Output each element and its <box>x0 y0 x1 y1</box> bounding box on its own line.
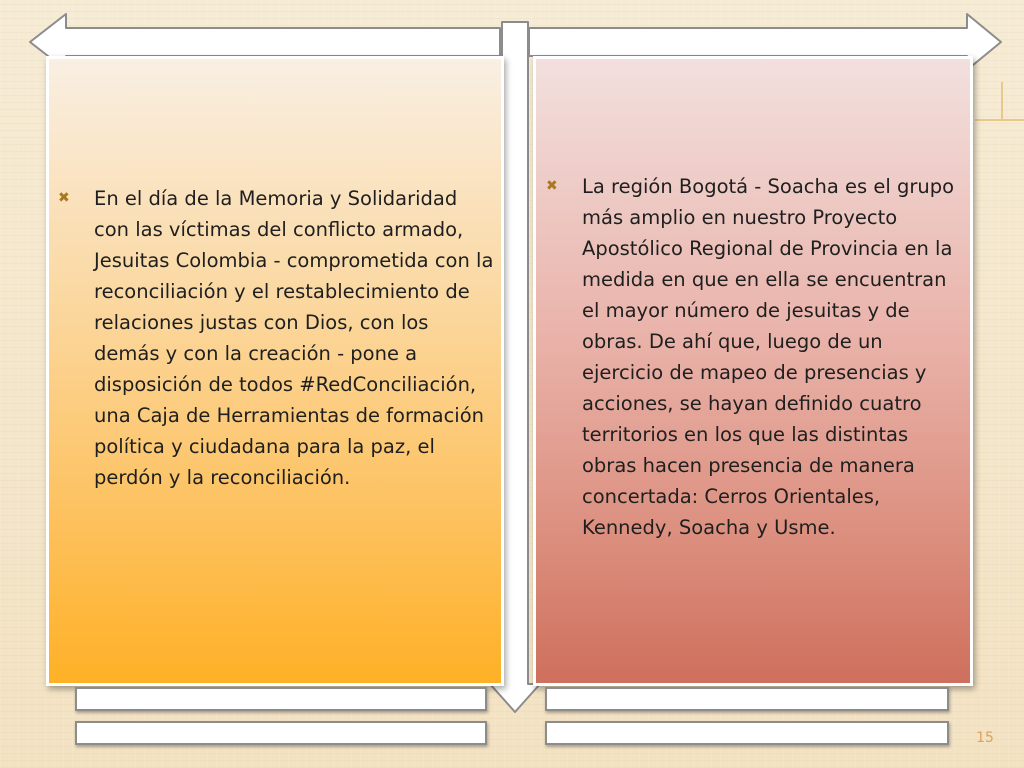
x-bullet-icon: ✖ <box>546 178 558 194</box>
left-panel-text: En el día de la Memoria y Solidaridad con las víctimas del conflicto armado, Jesuitas Colombia - comprometida con la reconciliación y el restablecimiento de relaciones justas con Dios, con los demás y con la creación - pone a disposición de todos #RedConciliación, una Caja de Herramientas de formación política y ciudadana para la paz, el perdón y la reconciliación. <box>94 187 494 489</box>
page-number: 15 <box>976 730 994 746</box>
x-bullet-icon: ✖ <box>58 190 70 206</box>
left-bullet-item <box>58 183 494 493</box>
bottom-bar-right-upper <box>545 687 949 711</box>
bottom-bar-right-lower <box>545 721 949 745</box>
bottom-bar-left-lower <box>75 721 487 745</box>
right-panel-text: La región Bogotá - Soacha es el grupo más amplio en nuestro Proyecto Apostólico Regional de Provincia en la medida en que en ella se encuentran el mayor número de jesuitas y de obras. De ahí que, luego de un ejercicio de mapeo de presencias y acciones, se hayan definido cuatro territorios en los que las distintas obras hacen presencia de manera concertada: Cerros Orientales, Kennedy, Soacha y Usme. <box>582 175 955 539</box>
right-bullet-item <box>546 171 966 543</box>
bottom-bar-left-upper <box>75 687 487 711</box>
